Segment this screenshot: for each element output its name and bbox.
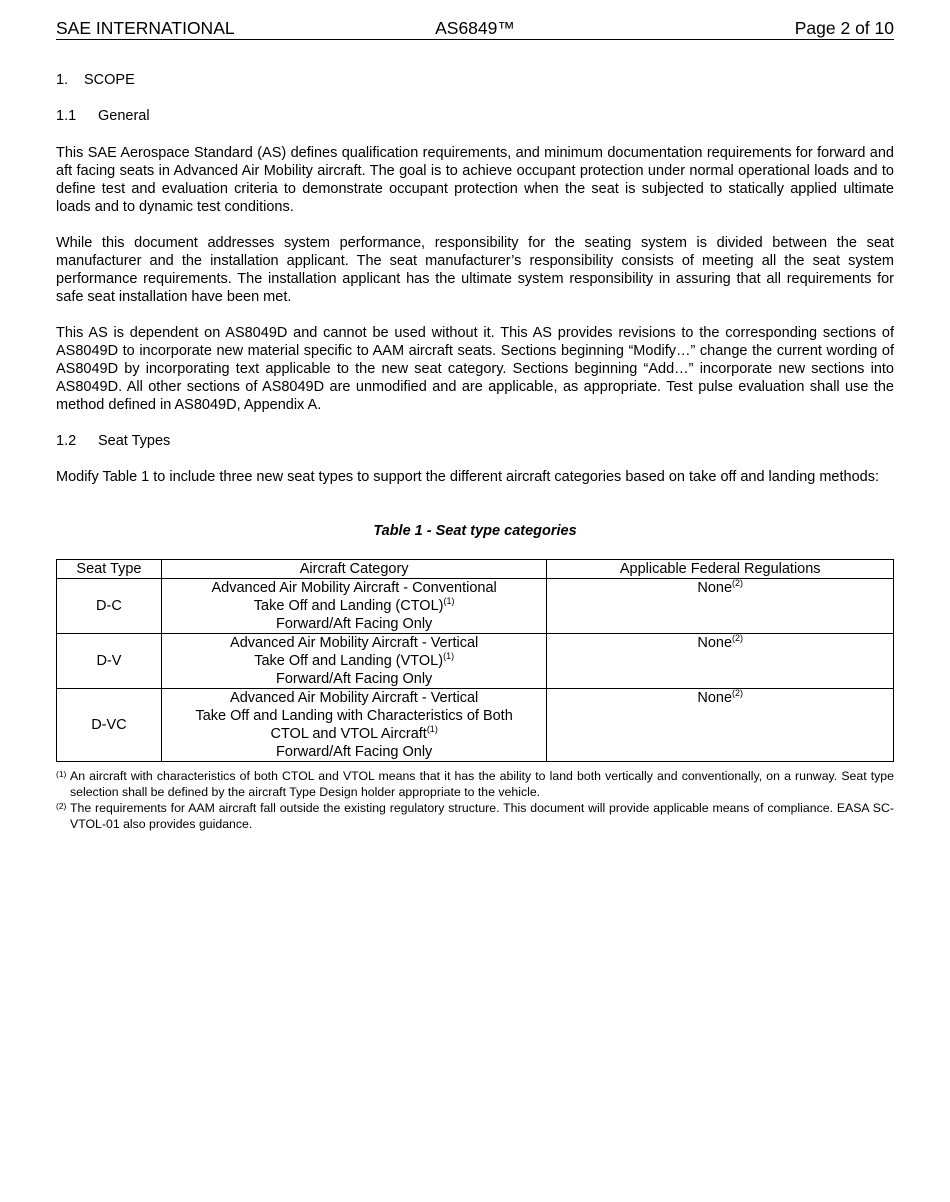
paragraph-responsibility: While this document addresses system performance, responsibility for the seating system is divided between the seat manufacturer and the installation applicant. The seat manufacturer’s responsibility consists of meeting all the seat system performance requirements. The installation applicant has the ultimate system responsibility in assuring that all requirements for safe seat installation have been met. — [56, 235, 894, 305]
paragraph-dependency: This AS is dependent on AS8049D and cannot be used without it. This AS provides revisions to the corresponding sections of AS8049D to incorporate new material specific to AAM aircraft seats. Sections beginning “Modify…” change the current wording of AS8049D by incorporating text applicable to the new seat category. Sections beginning “Add…” incorporate new sections into AS8049D. All other sections of AS8049D are unmodified and are applicable, as appropriate. Test pulse evaluation shall use the method defined in AS8049D, Appendix A. — [56, 325, 894, 413]
seat-type-table — [56, 559, 894, 762]
table-row — [57, 579, 894, 634]
category-line-text: CTOL and VTOL Aircraft — [270, 726, 427, 742]
section-heading-scope — [56, 71, 135, 89]
footnote — [56, 800, 894, 832]
category-line: Take Off and Landing with Characteristics of Both — [195, 708, 513, 724]
table-header-row — [57, 560, 894, 579]
footnote-ref-2: (2) — [732, 578, 744, 589]
footnote-text: An aircraft with characteristics of both CTOL and VTOL means that it has the ability to land both vertically and conventionally, on a runway. Seat type selection shall be defined by the aircraft Type Design holder appropriate to the vehicle. — [70, 769, 894, 799]
category-line: Advanced Air Mobility Aircraft - Conventional — [211, 580, 497, 596]
table-caption: Table 1 - Seat type categories — [373, 523, 577, 539]
table-row — [57, 689, 894, 762]
footnote-ref-2: (2) — [732, 688, 744, 699]
category-line: Forward/Aft Facing Only — [275, 616, 433, 632]
paragraph-modify-table: Modify Table 1 to include three new seat types to support the different aircraft categories based on take off and landing methods: — [56, 469, 879, 485]
section-number: 1.1 — [56, 108, 77, 124]
category-line — [162, 652, 547, 670]
footnote-ref-1: (1) — [426, 724, 438, 735]
seat-type-cell: D-VC — [57, 689, 162, 762]
footnote-ref-1: (1) — [443, 596, 455, 607]
header-organization: SAE INTERNATIONAL — [56, 18, 235, 38]
category-line: Advanced Air Mobility Aircraft - Vertical — [230, 690, 479, 706]
section-heading-general — [56, 107, 150, 125]
regulation-cell — [547, 634, 894, 689]
regulation-text: None — [697, 635, 733, 651]
section-heading-seat-types — [56, 432, 170, 450]
footnote-ref-1: (1) — [443, 651, 455, 662]
page-header — [56, 17, 894, 40]
aircraft-category-cell — [161, 579, 547, 634]
category-line-text: Take Off and Landing (CTOL) — [253, 598, 444, 614]
category-line — [162, 597, 547, 615]
footnote-mark: (2) — [56, 801, 67, 811]
regulation-text: None — [697, 690, 733, 706]
section-title: General — [98, 108, 150, 124]
seat-type-cell: D-C — [57, 579, 162, 634]
footnote-text: The requirements for AAM aircraft fall outside the existing regulatory structure. This document will provide applicable means of compliance. EASA SC-VTOL-01 also provides guidance. — [70, 801, 894, 831]
column-header-regulations: Applicable Federal Regulations — [547, 560, 894, 579]
category-line: Forward/Aft Facing Only — [275, 744, 433, 760]
aircraft-category-cell — [161, 634, 547, 689]
footnote-ref-2: (2) — [732, 633, 744, 644]
table-row — [57, 634, 894, 689]
column-header-aircraft-category: Aircraft Category — [161, 560, 547, 579]
regulation-cell — [547, 579, 894, 634]
seat-type-cell: D-V — [57, 634, 162, 689]
section-title: Seat Types — [98, 433, 171, 449]
footnote-mark: (1) — [56, 769, 67, 779]
column-header-seat-type: Seat Type — [57, 560, 162, 579]
header-page-number: Page 2 of 10 — [794, 18, 894, 38]
paragraph-purpose: This SAE Aerospace Standard (AS) defines qualification requirements, and minimum documentation requirements for forward and aft facing seats in Advanced Air Mobility aircraft. The goal is to achieve occupant protection under normal operational loads and to define test and evaluation criteria to demonstrate occupant protection when the seat is subjected to statically applied ultimate loads and to dynamic test conditions. — [56, 145, 894, 215]
regulation-cell — [547, 689, 894, 762]
section-number: 1.2 — [56, 433, 77, 449]
regulation-text: None — [697, 580, 733, 596]
header-document-number: AS6849™ — [435, 18, 515, 38]
aircraft-category-cell — [161, 689, 547, 762]
section-title: SCOPE — [84, 72, 135, 88]
category-line: Advanced Air Mobility Aircraft - Vertical — [230, 635, 479, 651]
category-line: Forward/Aft Facing Only — [275, 671, 433, 687]
category-line — [162, 725, 547, 743]
category-line-text: Take Off and Landing (VTOL) — [254, 653, 444, 669]
footnote — [56, 768, 894, 800]
section-number: 1. — [56, 72, 69, 88]
table-footnotes — [56, 768, 894, 832]
